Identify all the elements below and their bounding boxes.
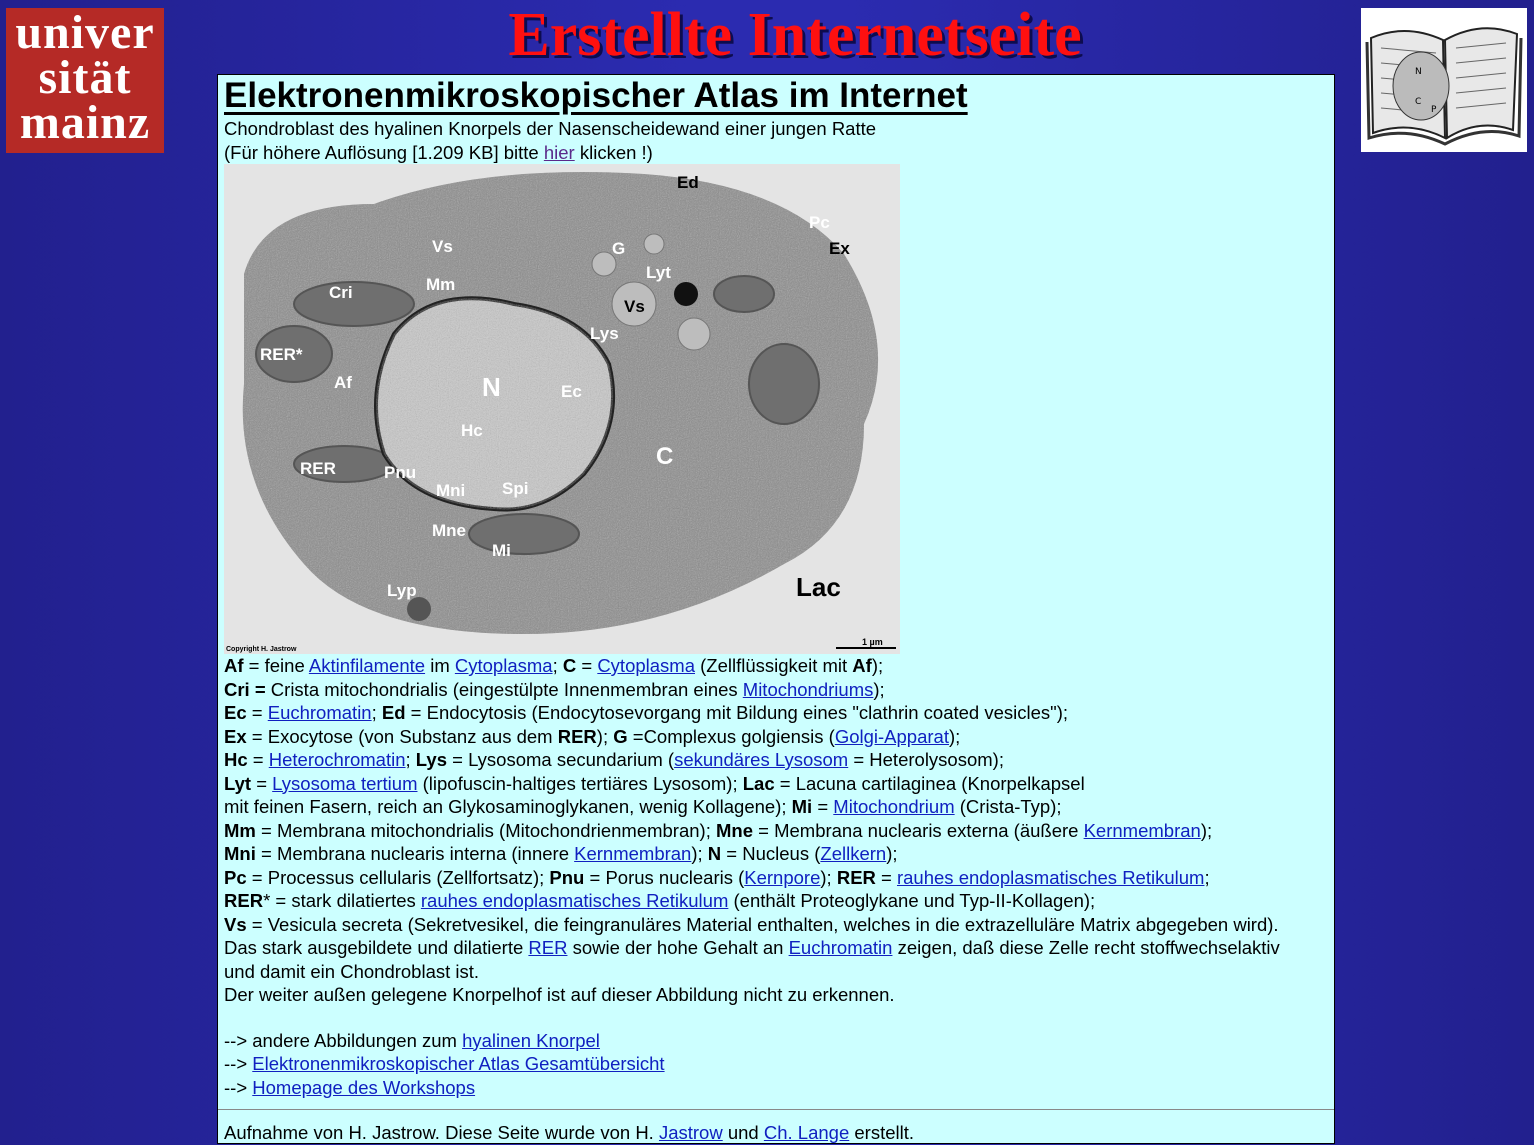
legend-text: ); [873, 678, 885, 700]
legend-text: = [812, 796, 834, 817]
summary-line: Der weiter außen gelegene Knorpelhof ist auf dieser Abbildung nicht zu erkennen. [224, 984, 895, 1005]
rer-link[interactable]: RER [528, 937, 568, 958]
rer-link[interactable]: rauhes endoplasmatisches Retikulum [420, 890, 729, 911]
abbr: RER [224, 890, 264, 911]
legend-line [224, 654, 1328, 678]
svg-text:N: N [1415, 67, 1422, 77]
label-mne: Mne [432, 521, 466, 540]
navigation-links [224, 1029, 1328, 1100]
abbr: Ed [381, 702, 406, 723]
legend-text: ); [596, 725, 614, 747]
legend-text: = Exocytose (von Substanz aus dem [246, 725, 558, 747]
resolution-note [224, 141, 1328, 165]
spacer [224, 1007, 1328, 1029]
legend-line [224, 725, 1328, 749]
footer-divider [218, 1109, 1334, 1110]
legend-line [224, 913, 1328, 937]
hyaliner-knorpel-link[interactable]: hyalinen Knorpel [462, 1029, 600, 1051]
legend-line [224, 819, 1328, 843]
legend-line [224, 795, 1328, 819]
legend-text: = Endocytosis (Endocytosevorgang mit Bildung eines "clathrin coated vesicles"); [405, 702, 1069, 723]
nav-prefix: --> [224, 1053, 253, 1074]
legend-text: = [576, 655, 598, 676]
sekundaeres-lysosom-link[interactable]: sekundäres Lysosom [674, 749, 849, 770]
rer-link[interactable]: rauhes endoplasmatisches Retikulum [896, 866, 1205, 888]
legend-text: ; [405, 749, 416, 770]
abbr: Lyt [224, 772, 252, 794]
lysosoma-tertium-link[interactable]: Lysosoma tertium [272, 772, 418, 794]
label-c: C [656, 443, 674, 470]
legend-text: = Porus nuclearis ( [584, 866, 745, 888]
abbreviation-legend [224, 654, 1328, 936]
slide-title: Erstellte Internetseite [508, 1, 1082, 69]
label-lac: Lac [796, 572, 841, 602]
logo-line-3: mainz [19, 96, 151, 149]
nav-item [224, 1076, 1328, 1100]
abbr: Ec [224, 702, 247, 723]
label-lyp: Lyp [387, 581, 417, 600]
legend-text: = [875, 866, 897, 888]
logo-line-2-text: sität [38, 51, 132, 104]
legend-text: (Zellflüssigkeit mit [695, 655, 853, 676]
legend-text: = Membrana nuclearis interna (innere [255, 843, 575, 864]
legend-text: = Nucleus ( [721, 843, 821, 864]
mitochondrium-link[interactable]: Mitochondrium [833, 796, 955, 817]
label-spi: Spi [502, 479, 529, 498]
legend-line [224, 889, 1328, 913]
abbr: Mni [224, 843, 256, 864]
workshop-homepage-link[interactable]: Homepage des Workshops [252, 1076, 476, 1098]
heterochromatin-link[interactable]: Heterochromatin [268, 749, 406, 770]
mitochondriums-link[interactable]: Mitochondriums [742, 678, 874, 700]
legend-text: ); [820, 866, 837, 888]
label-af: Af [334, 373, 352, 392]
legend-text: (enthält Proteoglykane und Typ-II-Kollagen); [728, 890, 1096, 911]
legend-text: = Heterolysosom); [848, 749, 1004, 770]
resolution-prefix: (Für höhere Auflösung [1.209 KB] bitte [224, 141, 544, 163]
legend-text: = Lysosoma secundarium ( [447, 749, 675, 770]
label-ec: Ec [561, 382, 582, 401]
abbr: Hc [224, 749, 248, 770]
legend-text: = feine [243, 655, 309, 676]
legend-line [224, 842, 1328, 866]
summary-line [224, 936, 1328, 960]
cytoplasma-link[interactable]: Cytoplasma [454, 655, 553, 676]
webpage-content [217, 74, 1335, 1144]
legend-text: ); [691, 843, 708, 864]
page-subtitle: Chondroblast des hyalinen Knorpels der Nasenscheidewand einer jungen Ratte [224, 118, 877, 139]
abbr: Af [224, 655, 244, 676]
abbr: N [707, 843, 722, 864]
abbr: Mne [716, 819, 753, 841]
nav-item [224, 1052, 1328, 1076]
label-lys: Lys [590, 324, 619, 343]
high-resolution-link[interactable]: hier [543, 141, 575, 163]
legend-text: = [251, 772, 273, 794]
abbr: Ex [224, 725, 247, 747]
legend-text: mit feinen Fasern, reich an Glykosaminoglykanen, wenig Kollagene); [224, 796, 792, 817]
legend-line [224, 748, 1328, 772]
abbr: Lac [742, 772, 775, 794]
label-rer: RER [300, 459, 336, 478]
lange-link[interactable]: Ch. Lange [763, 1122, 850, 1143]
legend-text: * = stark dilatiertes [263, 890, 421, 911]
euchromatin-link[interactable]: Euchromatin [788, 937, 893, 958]
label-hc: Hc [461, 421, 483, 440]
label-mni: Mni [436, 481, 466, 500]
electron-micrograph[interactable] [224, 164, 900, 654]
legend-text: ; [1204, 866, 1210, 888]
label-vs-top: Vs [432, 237, 453, 256]
golgi-apparat-link[interactable]: Golgi-Apparat [834, 725, 949, 747]
label-mm: Mm [426, 275, 456, 294]
label-pc: Pc [809, 213, 830, 232]
aktinfilamente-link[interactable]: Aktinfilamente [308, 655, 426, 676]
abbr: Mm [224, 819, 256, 841]
zellkern-link[interactable]: Zellkern [820, 843, 887, 864]
label-n: N [482, 372, 501, 402]
label-ex: Ex [829, 239, 850, 258]
label-g: G [612, 239, 626, 258]
nav-prefix: --> andere Abbildungen zum [224, 1029, 463, 1051]
legend-text: = Lacuna cartilaginea (Knorpelkapsel [774, 772, 1085, 794]
footer [224, 1121, 1328, 1145]
open-book-icon [1361, 8, 1527, 152]
kernmembran-link[interactable]: Kernmembran [1083, 819, 1201, 841]
label-cri: Cri [329, 283, 353, 302]
abbr: Pc [224, 866, 247, 888]
abbr: RER [557, 725, 597, 747]
label-vs-mid: Vs [624, 297, 645, 316]
label-ed: Ed [677, 173, 699, 192]
summary-line: und damit ein Chondroblast ist. [224, 960, 480, 982]
jastrow-link[interactable]: Jastrow [658, 1122, 723, 1143]
abbr: Mi [791, 796, 813, 817]
abbr: Af [852, 655, 872, 676]
summary-text-part: zeigen, daß diese Zelle recht stoffwechselaktiv [892, 937, 1280, 958]
summary-text-part: Das stark ausgebildete und dilatierte [224, 937, 529, 958]
legend-text: = [246, 702, 268, 723]
abbr: Lys [415, 749, 447, 770]
legend-text: = Processus cellularis (Zellfortsatz); [246, 866, 550, 888]
legend-text: ); [948, 725, 961, 747]
legend-text: = [247, 749, 269, 770]
legend-text: ; [371, 702, 382, 723]
legend-text: = Membrana nuclearis externa (äußere [753, 819, 1084, 841]
legend-text: ; [552, 655, 563, 676]
summary-text-part: sowie der hohe Gehalt an [567, 937, 789, 958]
atlas-overview-link[interactable]: Elektronenmikroskopischer Atlas Gesamtübersicht [252, 1053, 665, 1074]
legend-line [224, 866, 1328, 890]
nav-item [224, 1029, 1328, 1053]
abbr: Pnu [549, 866, 585, 888]
legend-text: = Vesicula secreta (Sekretvesikel, die feingranuläres Material enthalten, welches in die extrazelluläre Matrix abgegeben wird). [246, 913, 1279, 935]
logo-line-1: univer [15, 6, 155, 59]
svg-text:C: C [1415, 97, 1422, 107]
legend-line [224, 701, 1328, 725]
legend-line [224, 678, 1328, 702]
kernmembran-link[interactable]: Kernmembran [574, 843, 692, 864]
footer-text: und [722, 1122, 764, 1143]
label-pnu: Pnu [384, 463, 417, 482]
nav-prefix: --> [224, 1076, 253, 1098]
cytoplasma-link[interactable]: Cytoplasma [597, 655, 695, 676]
label-lyt: Lyt [646, 263, 671, 282]
legend-line [224, 772, 1328, 796]
scale-bar-label: 1 µm [862, 637, 883, 647]
abbr: G [613, 725, 628, 747]
summary-text [224, 936, 1328, 1007]
legend-text: ); [1200, 819, 1213, 841]
footer-text: erstellt. [849, 1122, 915, 1143]
resolution-suffix: klicken !) [574, 141, 653, 163]
legend-text: ); [886, 843, 898, 864]
legend-text: Crista mitochondrialis (eingestülpte Innenmembran eines [265, 678, 743, 700]
label-rer-star: RER* [260, 345, 303, 364]
legend-text: im [425, 655, 455, 676]
label-mi: Mi [492, 541, 511, 560]
legend-text: = Membrana mitochondrialis (Mitochondrienmembran); [255, 819, 716, 841]
abbr: C [562, 655, 577, 676]
legend-text: ); [871, 655, 884, 676]
kernpore-link[interactable]: Kernpore [744, 866, 821, 888]
abbr: RER [836, 866, 876, 888]
legend-text: (lipofuscin-haltiges tertiäres Lysosom); [417, 772, 743, 794]
legend-text: =Complexus golgiensis ( [627, 725, 835, 747]
footer-text: Aufnahme von H. Jastrow. Diese Seite wurde von H. [224, 1122, 659, 1143]
page-heading: Elektronenmikroskopischer Atlas im Internet [224, 76, 968, 115]
micrograph-copyright: Copyright H. Jastrow [226, 646, 297, 653]
euchromatin-link[interactable]: Euchromatin [267, 702, 372, 723]
abbr: Cri = [224, 678, 266, 700]
svg-text:P: P [1431, 105, 1437, 115]
abbr: Vs [224, 913, 247, 935]
legend-text: (Crista-Typ); [954, 796, 1062, 817]
